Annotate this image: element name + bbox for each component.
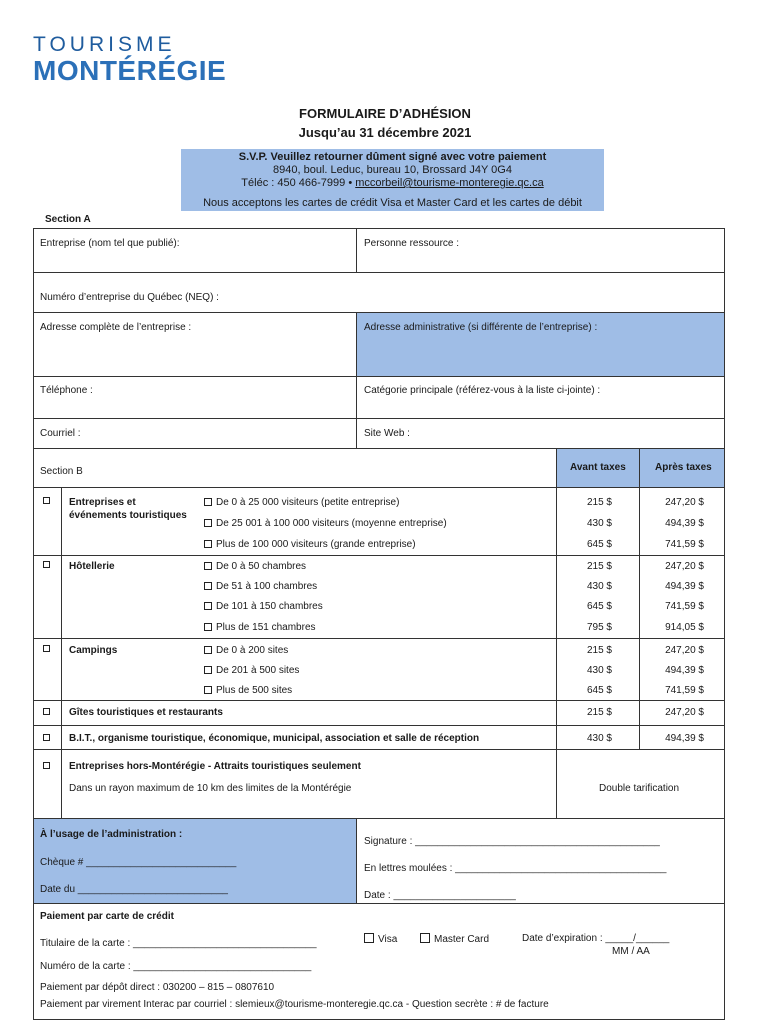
col-after-tax: Après taxes <box>655 462 712 473</box>
section-b-label: Section B <box>40 466 83 477</box>
enterprise-name-field[interactable]: Entreprise (nom tel que publié): <box>40 238 180 249</box>
price-before: 430 $ <box>586 733 612 744</box>
checkbox-icon <box>204 686 212 694</box>
logo-line1: TOURISME <box>33 33 176 56</box>
form-subtitle: Jusqu’au 31 décembre 2021 <box>298 125 472 140</box>
price-before: 215 $ <box>586 561 612 572</box>
option-checkbox[interactable]: De 25 001 à 100 000 visiteurs (moyenne entreprise) <box>204 518 447 529</box>
checkbox-icon <box>204 519 212 527</box>
info-banner <box>181 149 604 211</box>
option-checkbox[interactable]: De 51 à 100 chambres <box>204 581 317 592</box>
admin-address-field[interactable]: Adresse administrative (si différente de l’entreprise) : <box>364 322 598 333</box>
banner-email-link[interactable]: mccorbeil@tourisme-monteregie.qc.ca <box>355 177 544 189</box>
price-after: 914,05 $ <box>665 622 704 633</box>
section-a-table <box>33 228 725 449</box>
interac-info: Paiement par virement Interac par courriel : slemieux@tourisme-monteregie.qc.ca - Question secrète : # de facture <box>40 999 549 1010</box>
checkbox-icon <box>204 562 212 570</box>
hors-price: Double tarification <box>599 783 680 794</box>
price-before: 215 $ <box>586 645 612 656</box>
checkbox-icon <box>204 666 212 674</box>
banner-phone: Téléc : 450 466-7999 • <box>241 177 353 189</box>
checkbox-icon <box>204 540 212 548</box>
price-after: 494,39 $ <box>665 733 704 744</box>
phone-field[interactable]: Téléphone : <box>40 385 93 396</box>
checkbox-icon <box>420 933 430 943</box>
payment-box <box>33 903 725 1020</box>
price-after: 494,39 $ <box>665 581 704 592</box>
banner-line1: S.V.P. Veuillez retourner dûment signé avec votre paiement <box>238 151 547 163</box>
logo-line2: MONTÉRÉGIE <box>33 55 227 86</box>
hors-label: Entreprises hors-Montérégie - Attraits touristiques seulement <box>69 761 361 772</box>
checkbox-icon <box>204 623 212 631</box>
website-field[interactable]: Site Web : <box>364 428 410 439</box>
cheque-field[interactable]: Chèque # ___________________________ <box>40 857 237 868</box>
block-letters-field[interactable]: En lettres moulées : ______________________________________ <box>364 863 667 874</box>
group-checkbox-hotellerie[interactable] <box>43 561 50 568</box>
group-name-enterprises-2: événements touristiques <box>69 510 187 521</box>
banner-contact <box>181 177 604 189</box>
price-after: 741,59 $ <box>665 539 704 550</box>
form-title: FORMULAIRE D’ADHÉSION <box>299 106 471 121</box>
group-checkbox-enterprises[interactable] <box>43 497 50 504</box>
banner-cards: Nous acceptons les cartes de crédit Visa et Master Card et les cartes de débit <box>203 197 582 209</box>
hors-checkbox[interactable] <box>43 762 50 769</box>
neq-field[interactable]: Numéro d’entreprise du Québec (NEQ) : <box>40 292 219 303</box>
price-before: 215 $ <box>586 707 612 718</box>
email-field[interactable]: Courriel : <box>40 428 81 439</box>
price-before: 645 $ <box>586 601 612 612</box>
price-before: 645 $ <box>586 685 612 696</box>
option-checkbox[interactable]: Plus de 100 000 visiteurs (grande entreprise) <box>204 539 416 550</box>
price-before: 430 $ <box>586 581 612 592</box>
price-after: 247,20 $ <box>665 497 704 508</box>
visa-checkbox[interactable]: Visa <box>364 933 397 945</box>
price-after: 741,59 $ <box>665 601 704 612</box>
gites-label: Gîtes touristiques et restaurants <box>69 707 223 718</box>
price-after: 741,59 $ <box>665 685 704 696</box>
checkbox-icon <box>204 582 212 590</box>
checkbox-icon <box>204 602 212 610</box>
contact-person-field[interactable]: Personne ressource : <box>364 238 460 249</box>
section-b-table <box>33 448 725 819</box>
bit-label: B.I.T., organisme touristique, économique, municipal, association et salle de réception <box>69 733 480 744</box>
option-checkbox[interactable]: De 201 à 500 sites <box>204 665 299 676</box>
group-name-campings: Campings <box>69 645 118 656</box>
price-before: 795 $ <box>586 622 612 633</box>
hors-sub: Dans un rayon maximum de 10 km des limites de la Montérégie <box>69 783 352 794</box>
group-checkbox-campings[interactable] <box>43 645 50 652</box>
price-after: 247,20 $ <box>665 707 704 718</box>
option-checkbox[interactable]: De 0 à 200 sites <box>204 645 288 656</box>
expiry-hint: MM / AA <box>612 946 650 957</box>
section-a-label: Section A <box>45 214 91 225</box>
bit-checkbox[interactable] <box>43 734 50 741</box>
checkbox-icon <box>204 646 212 654</box>
price-before: 645 $ <box>586 539 612 550</box>
deposit-info: Paiement par dépôt direct : 030200 – 815 – 0807610 <box>40 982 275 993</box>
category-field[interactable]: Catégorie principale (référez-vous à la liste ci-jointe) : <box>364 385 601 396</box>
signature-field[interactable]: Signature : ____________________________________________ <box>364 836 660 847</box>
option-checkbox[interactable]: Plus de 151 chambres <box>204 622 316 633</box>
col-before-tax: Avant taxes <box>570 462 626 473</box>
checkbox-icon <box>364 933 374 943</box>
group-name-enterprises-1: Entreprises et <box>69 497 136 508</box>
gites-checkbox[interactable] <box>43 708 50 715</box>
payment-label: Paiement par carte de crédit <box>40 911 174 922</box>
price-after: 494,39 $ <box>665 518 704 529</box>
card-number-field[interactable]: Numéro de la carte : ________________________________ <box>40 961 312 972</box>
price-after: 494,39 $ <box>665 665 704 676</box>
price-before: 215 $ <box>586 497 612 508</box>
mastercard-checkbox[interactable]: Master Card <box>420 933 489 945</box>
option-checkbox[interactable]: De 0 à 25 000 visiteurs (petite entreprise) <box>204 497 399 508</box>
banner-address: 8940, boul. Leduc, bureau 10, Brossard J4Y 0G4 <box>273 164 512 176</box>
option-checkbox[interactable]: Plus de 500 sites <box>204 685 292 696</box>
address-field[interactable]: Adresse complète de l’entreprise : <box>40 322 192 333</box>
admin-date-field[interactable]: Date du ___________________________ <box>40 884 228 895</box>
admin-label: À l’usage de l’administration : <box>40 829 183 840</box>
price-after: 247,20 $ <box>665 561 704 572</box>
card-holder-field[interactable]: Titulaire de la carte : _________________________________ <box>40 938 317 949</box>
price-after: 247,20 $ <box>665 645 704 656</box>
signature-date-field[interactable]: Date : ______________________ <box>364 890 516 901</box>
admin-box <box>33 818 725 904</box>
option-checkbox[interactable]: De 0 à 50 chambres <box>204 561 306 572</box>
price-before: 430 $ <box>586 518 612 529</box>
checkbox-icon <box>204 498 212 506</box>
price-before: 430 $ <box>586 665 612 676</box>
option-checkbox[interactable]: De 101 à 150 chambres <box>204 601 323 612</box>
expiry-field[interactable]: Date d’expiration : _____/______ <box>522 933 670 944</box>
group-name-hotellerie: Hôtellerie <box>69 561 115 572</box>
